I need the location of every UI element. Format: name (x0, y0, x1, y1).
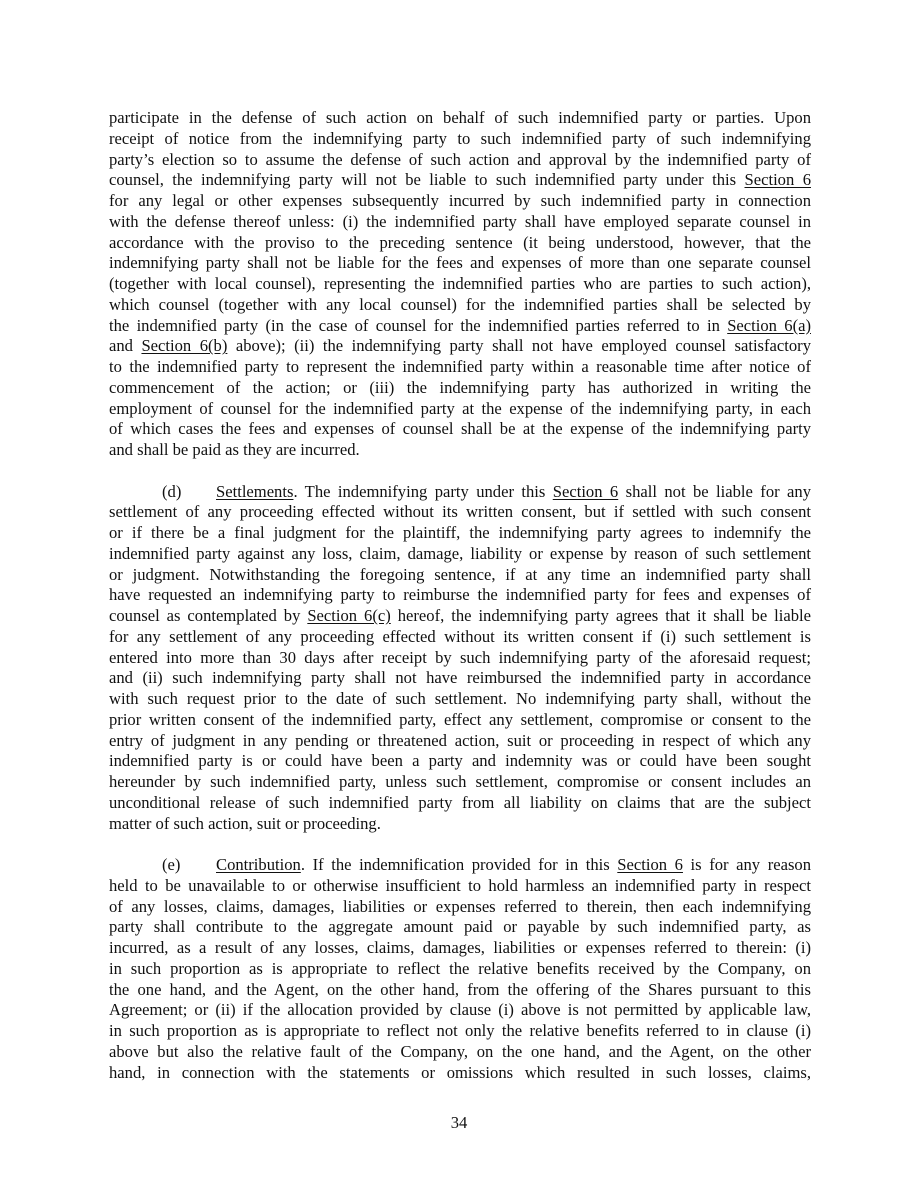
text-line (109, 482, 811, 503)
text-segment: accordance with the proviso to the preceding sentence (it being understood, however, that the (109, 232, 811, 252)
text-segment: or if there be a final judgment for the plaintiff, the indemnifying party agrees to indemnify the (109, 523, 811, 542)
text-line (109, 274, 811, 295)
text-line (109, 585, 811, 606)
text-line (109, 959, 811, 980)
text-segment: with the defense thereof unless: (i) the indemnified party shall have employed separate counsel in (109, 211, 811, 231)
text-segment: (together with local counsel), representing the indemnified parties who are parties to such action), (109, 274, 811, 293)
text-line (109, 897, 811, 918)
text-segment: . The indemnifying party under this (293, 481, 553, 501)
section-reference: Contribution (216, 855, 301, 874)
text-line (109, 814, 811, 835)
text-segment: shall not be liable for any (618, 481, 812, 501)
text-segment: and (ii) such indemnifying party shall not have reimbursed the indemnified party in accordance (109, 668, 811, 688)
text-line (109, 668, 811, 689)
text-line (109, 523, 811, 544)
section-label: (d) (162, 481, 182, 501)
text-line (109, 1021, 811, 1042)
text-segment: or judgment. Notwithstanding the foregoing sentence, if at any time an indemnified party shall (109, 564, 811, 584)
text-segment: held to be unavailable to or otherwise insufficient to hold harmless an indemnified party in respect (109, 875, 811, 895)
text-line (109, 191, 811, 212)
text-segment: and (109, 336, 142, 356)
text-segment: indemnified party against any loss, claim, damage, liability or expense by reason of such settlement (109, 543, 811, 563)
text-segment: for any legal or other expenses subsequently incurred by such indemnified party in connection (109, 191, 811, 210)
text-segment: hereunder by such indemnified party, unless such settlement, compromise or consent includes an (109, 772, 811, 791)
text-line (109, 316, 811, 337)
text-segment: commencement of the action; or (iii) the indemnifying party has authorized in writing the (109, 377, 811, 397)
text-segment: party’s election so to assume the defense of such action and approval by the indemnified party of (109, 149, 811, 169)
text-segment: Agreement; or (ii) if the allocation provided by clause (i) above is not permitted by applicable law, (109, 1000, 811, 1020)
paragraph (109, 855, 811, 1083)
text-line (109, 129, 811, 150)
section-reference: Section 6(a) (727, 315, 811, 335)
text-line (109, 1000, 811, 1021)
text-segment: unconditional release of such indemnified party from all liability on claims that are the subject (109, 792, 811, 812)
text-segment: entry of judgment in any pending or threatened action, suit or proceeding in respect of which any (109, 730, 811, 750)
text-line (109, 419, 811, 440)
section-reference: Section 6 (552, 481, 619, 501)
page-number: 34 (450, 1113, 468, 1132)
text-line (109, 212, 811, 233)
text-segment: of which cases the fees and expenses of counsel shall be at the expense of the indemnifying party (109, 419, 811, 439)
text-line (109, 1042, 811, 1063)
text-line (109, 399, 811, 420)
paragraph (109, 482, 811, 835)
text-segment: hereof, the indemnifying party agrees that it shall be liable (390, 606, 811, 625)
text-line (109, 544, 811, 565)
text-segment: of any losses, claims, damages, liabilities or expenses referred to therein, then each indemnifying (109, 896, 811, 916)
text-line (109, 357, 811, 378)
document-body (109, 108, 811, 1104)
text-line (109, 689, 811, 710)
text-segment: above); (ii) the indemnifying party shall not have employed counsel satisfactory (227, 336, 811, 356)
text-segment: party shall contribute to the aggregate amount paid or payable by such indemnified party, as (109, 917, 811, 937)
text-line (109, 1063, 811, 1084)
text-segment: which counsel (together with any local counsel) for the indemnified parties shall be selected by (109, 294, 811, 314)
text-line (109, 731, 811, 752)
text-segment: above but also the relative fault of the Company, on the one hand, and the Agent, on the other (109, 1041, 811, 1061)
text-segment: participate in the defense of such action on behalf of such indemnified party or parties. Upon (109, 108, 811, 127)
text-line (109, 793, 811, 814)
section-reference: Section 6(b) (141, 336, 228, 356)
text-line (109, 751, 811, 772)
text-line (109, 565, 811, 586)
text-segment: settlement of any proceeding effected without its written consent, but if settled with such consent (109, 502, 811, 522)
text-segment: indemnified party is or could have been a party and indemnity was or could have been sought (109, 751, 811, 771)
text-line (109, 108, 811, 129)
text-line (109, 440, 811, 461)
text-line (109, 855, 811, 876)
text-segment: is for any reason (682, 855, 812, 874)
text-segment: in such proportion as is appropriate to reflect the relative benefits received by the Company, on (109, 958, 811, 978)
text-segment: entered into more than 30 days after receipt by such indemnifying party of the aforesaid request; (109, 647, 811, 667)
text-segment: for any settlement of any proceeding effected without its written consent if (i) such settlement is (109, 626, 811, 646)
text-line (109, 150, 811, 171)
text-line (109, 876, 811, 897)
text-segment: receipt of notice from the indemnifying party to such indemnified party of such indemnifying (109, 128, 811, 148)
text-line (109, 917, 811, 938)
text-line (109, 772, 811, 793)
paragraph (109, 108, 811, 461)
section-reference: Settlements (216, 481, 294, 501)
text-segment: indemnifying party shall not be liable for the fees and expenses of more than one separate counsel (109, 253, 811, 273)
section-reference: Section 6(c) (307, 606, 391, 625)
text-segment: counsel as contemplated by (109, 606, 308, 625)
text-segment: have requested an indemnifying party to reimburse the indemnified party for fees and expenses of (109, 585, 811, 605)
text-segment: employment of counsel for the indemnified party at the expense of the indemnifying party, in each (109, 398, 811, 418)
text-segment: in such proportion as is appropriate to reflect not only the relative benefits referred to in clause (i) (109, 1021, 811, 1040)
text-segment: matter of such action, suit or proceeding. (109, 813, 381, 833)
text-line (109, 170, 811, 191)
text-line (109, 627, 811, 648)
text-segment: . If the indemnification provided for in this (300, 855, 618, 874)
text-segment: the indemnified party (in the case of counsel for the indemnified parties referred to in (109, 315, 728, 335)
text-line (109, 378, 811, 399)
text-segment: prior written consent of the indemnified party, effect any settlement, compromise or consent to the (109, 709, 811, 729)
text-segment: and shall be paid as they are incurred. (109, 440, 360, 459)
text-segment: to the indemnified party to represent the indemnified party within a reasonable time after notice of (109, 357, 811, 376)
text-line (109, 233, 811, 254)
text-segment: hand, in connection with the statements or omissions which resulted in such losses, claims, (109, 1062, 811, 1082)
section-reference: Section 6 (744, 170, 811, 190)
text-line (109, 648, 811, 669)
text-segment: the one hand, and the Agent, on the other hand, from the offering of the Shares pursuant to this (109, 979, 811, 999)
section-label: (e) (162, 855, 181, 874)
text-line (109, 336, 811, 357)
text-line (109, 253, 811, 274)
text-line (109, 295, 811, 316)
text-segment: incurred, as a result of any losses, claims, damages, liabilities or expenses referred to therein: (i) (109, 938, 811, 957)
text-line (109, 938, 811, 959)
section-reference: Section 6 (617, 855, 683, 874)
text-line (109, 980, 811, 1001)
text-line (109, 710, 811, 731)
text-line (109, 606, 811, 627)
text-segment: counsel, the indemnifying party will not be liable to such indemnified party under this (109, 170, 745, 190)
text-segment: with such request prior to the date of such settlement. No indemnifying party shall, without the (109, 689, 811, 708)
text-line (109, 502, 811, 523)
